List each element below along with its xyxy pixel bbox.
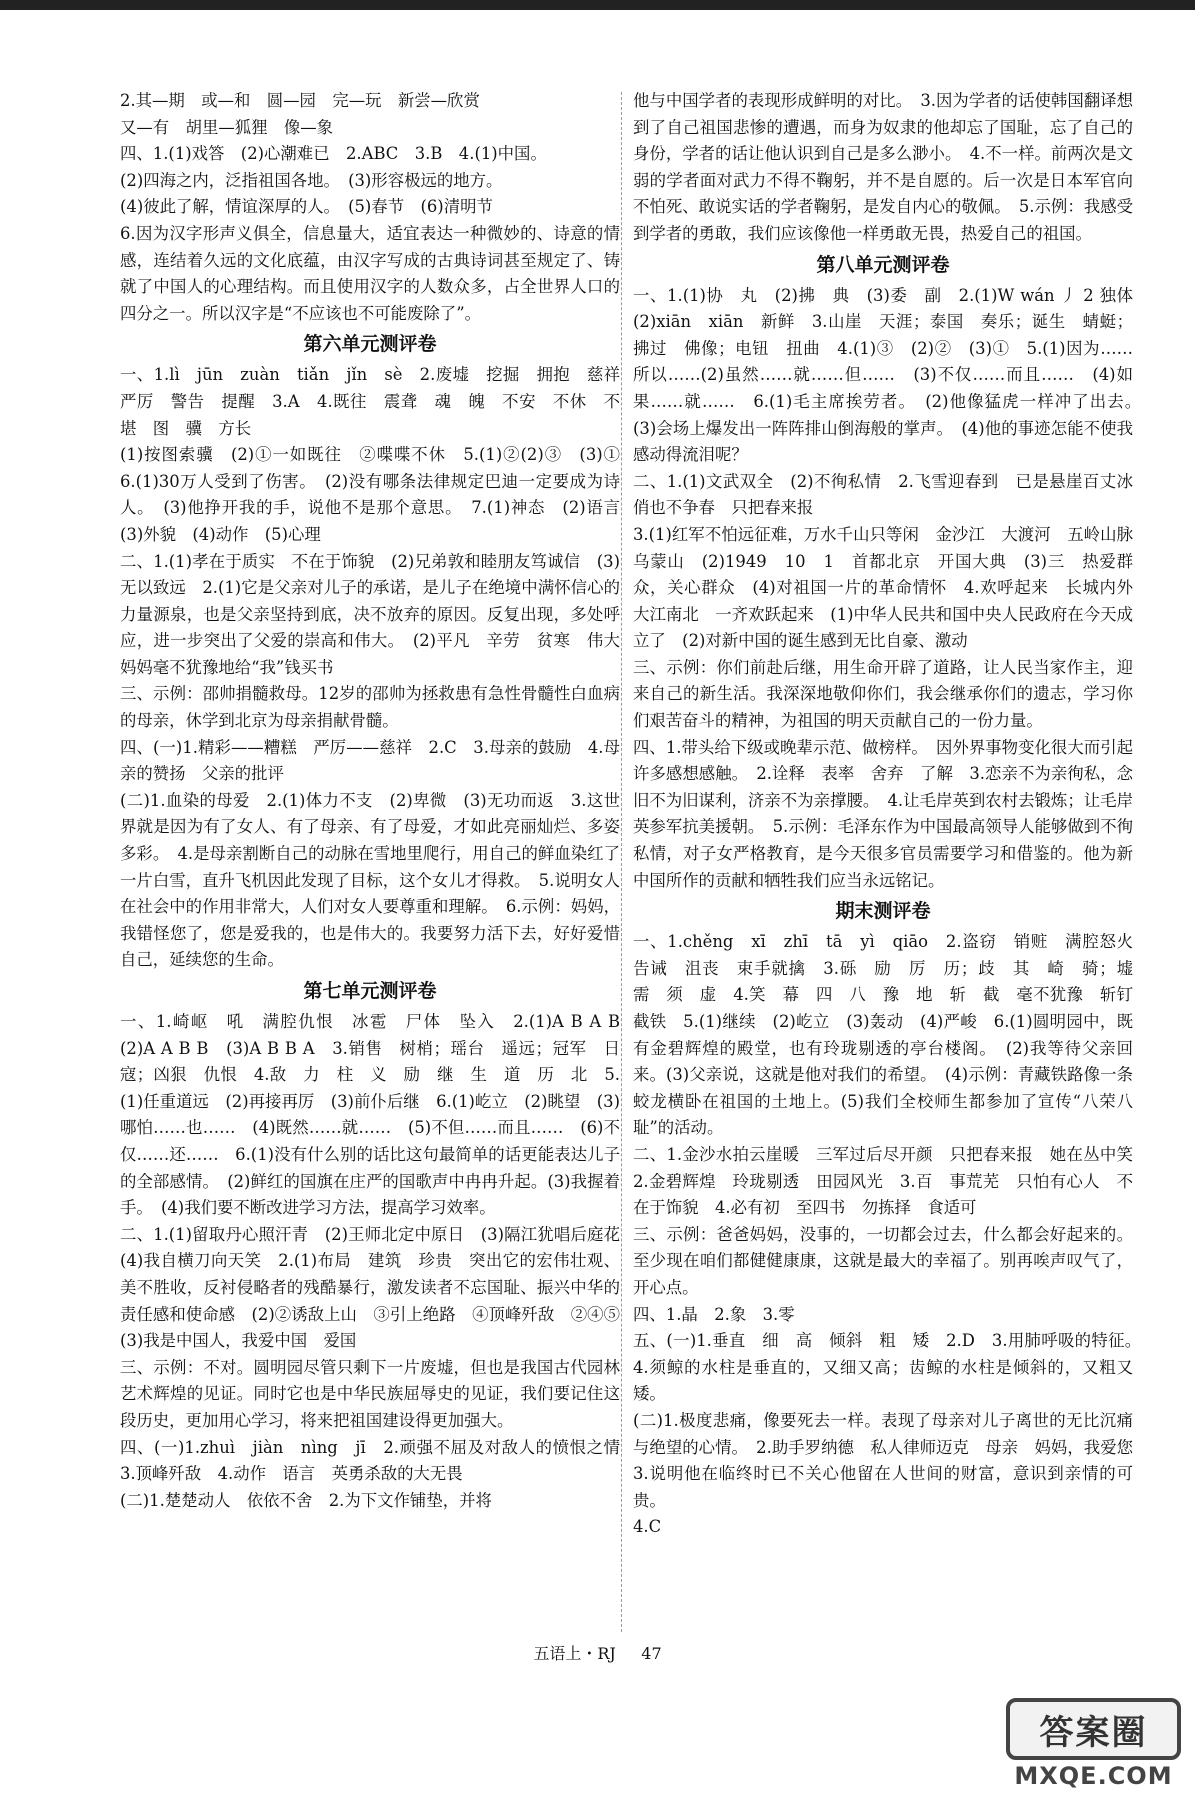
unit8-heading: 第八单元测评卷 xyxy=(816,253,950,276)
page-number: 47 xyxy=(641,1644,662,1663)
answer-paragraph: 四、(一)1.精彩——糟糕 严厉——慈祥 2.C 3.母亲的鼓励 4.母亲的赞扬 父亲的批评 xyxy=(120,737,620,784)
answer-paragraph: 三、示例：邵帅捐髓救母。12岁的邵帅为拯救患有急性骨髓性白血病的母亲，休学到北京为母亲捐献骨髓。 xyxy=(120,684,620,731)
answer-paragraph: 三、示例：不对。圆明园尽管只剩下一片废墟，但也是我国古代园林艺术辉煌的见证。同时它也是中华民族屈辱史的见证，我们要记住这段历史，更加用心学习，将来把祖国建设得更加强大。 xyxy=(120,1357,620,1430)
answer-paragraph: 2.其—期 或—和 圆—园 完—玩 新尝—欣赏 xyxy=(120,91,480,110)
column-divider xyxy=(621,92,622,1632)
left-top-block xyxy=(120,88,620,327)
unit6-heading: 第六单元测评卷 xyxy=(303,333,437,356)
answer-paragraph: 三、示例：爸爸妈妈，没事的，一切都会过去，什么都会好起来的。至少现在咱们都健健康康，这就是最大的幸福了。别再唉声叹气了，开心点。 xyxy=(633,1224,1133,1297)
footer-subject: 五语上・RJ xyxy=(533,1644,616,1663)
answer-paragraph: 6.因为汉字形声义俱全，信息量大，适宜表达一种微妙的、诗意的情感，连结着久远的文化底蕴，由汉字写成的古典诗词甚至规定了、铸就了中国人的心理结构。而且使用汉字的人数众多，占全世界人口的四分之一。所以汉字是“不应该也不可能废除了”。 xyxy=(120,223,620,323)
answer-paragraph: 又—有 胡里—狐狸 像—象 xyxy=(120,117,334,137)
right-column xyxy=(633,88,1150,1541)
answer-paragraph: 二、1.金沙水拍云崖暖 三军过后尽开颜 只把春来报 她在丛中笑 2.金碧辉煌 玲珑剔透 田园风光 3.百 事荒芜 只怕有心人 不在于饰貌 4.必有初 至四书 勿拣择 食适可 xyxy=(633,1144,1150,1218)
top-border xyxy=(0,0,1195,10)
answer-paragraph: 3.(1)红军不怕远征难，万水千山只等闲 金沙江 大渡河 五岭山脉 乌蒙山 (2)1949 10 1 首都北京 开国大典 (3)三 热爱群众，关心群众 (4)对祖国一片的革命情怀 4.欢呼起来 长城内外 大江南北 一齐欢跃起来 (1)中华人民共和国中央人民政府在今天成立了 (2)对新中国的诞生感到无比自豪、激动 xyxy=(633,524,1150,651)
watermark-logo xyxy=(1006,1698,1181,1790)
final-exam-heading: 期末测评卷 xyxy=(835,900,931,923)
answer-paragraph: (1)按图索骥 (2)①一如既往 ②喋喋不休 5.(1)②(2)③ (3)① 6.(1)30万人受到了伤害。 (2)没有哪条法律规定巴迪一定要成为诗人。 (3)他挣开我的手，说他不是那个意思。 7.(1)神态 (2)语言(3)外貌 (4)动作 (5)心理 xyxy=(120,445,637,544)
answer-paragraph: 四、1.晶 2.象 3.零 xyxy=(633,1304,795,1324)
answer-paragraph: 五、(一)1.垂直 细 高 倾斜 粗 矮 2.D 3.用肺呼吸的特征。 4.须鲸的水柱是垂直的，又细又高；齿鲸的水柱是倾斜的，又粗又矮。 xyxy=(633,1331,1150,1404)
unit7-answers xyxy=(120,1009,637,1514)
answer-paragraph: 一、1.chěng xī zhī tā yì qiāo 2.盗窃 销赃 满腔怒火 告诫 沮丧 束手就擒 3.砾 励 厉 历；歧 其 崎 骑；墟 需 须 虚 4.笑 幕 四 八 豫 地 斩 截 毫不犹豫 斩钉截铁 5.(1)继续 (2)屹立 (3)轰动 (4)严峻 6.(1)圆明园中，既有金碧辉煌的殿堂，也有玲珑剔透的亭台楼阁。 (2)我等待父亲回来。(3)父亲说，这就是他对我们的希望。 (4)示例：青藏铁路像一条蛟龙横卧在祖国的土地上。(5)我们全校师生都参加了宣传“八荣八耻”的活动。 xyxy=(633,932,1150,1138)
right-top-block xyxy=(633,88,1133,248)
answer-paragraph: 二、1.(1)文武双全 (2)不徇私情 2.飞雪迎春到 已是悬崖百丈冰 俏也不争春 只把春来报 xyxy=(633,471,1150,518)
final-exam-answers xyxy=(633,929,1150,1541)
answer-paragraph: 四、1.带头给下级或晚辈示范、做榜样。 因外界事物变化很大而引起许多感想感触。 2.诠释 表率 舍弃 了解 3.恋亲不为亲徇私，念旧不为旧谋利，济亲不为亲撑腰。 4.让毛岸英到农村去锻炼；让毛岸英参军抗美援朝。 5.示例：毛泽东作为中国最高领导人能够做到不徇私情，对子女严格教育，是今天很多官员需要学习和借鉴的。他为新中国所作的贡献和牺牲我们应当永远铭记。 xyxy=(633,737,1133,890)
unit7-heading: 第七单元测评卷 xyxy=(303,980,437,1002)
left-column xyxy=(120,88,637,1514)
answer-paragraph: 二、1.(1)留取丹心照汗青 (2)王师北定中原日 (3)隔江犹唱后庭花 (4)我自横刀向天笑 2.(1)布局 建筑 珍贵 突出它的宏伟壮观、美不胜收，反衬侵略者的残酷暴行，激发读者不忘国耻、振兴中华的责任感和使命感 (2)②诱敌上山 ③引上绝路 ④顶峰歼敌 ②④⑤ (3)我是中国人，我爱中国 爱国 xyxy=(120,1224,637,1351)
answer-paragraph: 四、(一)1.zhuì jiàn nìng jī 2.顽强不屈及对敌人的愤恨之情 3.顶峰歼敌 4.动作 语言 英勇杀敌的大无畏 xyxy=(120,1437,637,1484)
answer-paragraph: (二)1.血染的母爱 2.(1)体力不支 (2)卑微 (3)无功而返 3.这世界就是因为有了女人、有了母亲、有了母爱，才如此亮丽灿烂、多姿多彩。 4.是母亲割断自己的动脉在雪地里爬行，用自己的鲜血染红了一片白雪，直升飞机因此发现了目标，这个女儿才得救。 5.说明女人在社会中的作用非常大，人们对女人要尊重和理解。 6.示例：妈妈，我错怪您了，您是爱我的，也是伟大的。我要努力活下去，好好爱惜自己，延续您的生命。 xyxy=(120,790,620,970)
unit8-answers xyxy=(633,283,1150,895)
unit6-answers xyxy=(120,362,637,974)
answer-paragraph: (2)四海之内，泛指祖国各地。 (3)形容极远的地方。 xyxy=(120,170,503,190)
answer-paragraph: 他与中国学者的表现形成鲜明的对比。 3.因为学者的话使韩国翻译想到了自己祖国悲惨的遭遇，而身为奴隶的他却忘了国耻，忘了自己的身份，学者的话让他认识到自己是多么渺小。 4.不一样。前两次是文弱的学者面对武力不得不鞠躬，并不是自愿的。后一次是日本军官向不怕死、敢说实话的学者鞠躬，是发自内心的敬佩。 5.示例：我感受到学者的勇敢，我们应该像他一样勇敢无畏，热爱自己的祖国。 xyxy=(633,91,1133,243)
answer-paragraph: 二、1.(1)孝在于质实 不在于饰貌 (2)兄弟敦和睦朋友笃诚信 (3)无以致远 2.(1)它是父亲对儿子的承诺，是儿子在绝境中满怀信心的力量源泉，也是父亲坚持到底，决不放弃的原因。反复出现，多处呼应，进一步突出了父爱的崇高和伟大。 (2)平凡 辛劳 贫寒 伟大 妈妈毫不犹豫地给“我”钱买书 xyxy=(120,551,637,677)
answer-paragraph: (二)1.楚楚动人 依依不舍 2.为下文作铺垫，并将 xyxy=(120,1490,492,1510)
watermark-logo-text: 答案圈 xyxy=(1006,1698,1181,1760)
watermark-site: MXQE.COM xyxy=(1014,1762,1173,1790)
answer-paragraph: 一、1.(1)协 丸 (2)拂 典 (3)委 副 2.(1)W wán 丿 2 独体 (2)xiān xiān 新鲜 3.山崖 天涯；泰国 奏乐；诞生 蜻蜓；拂过 佛像；电钮 扭曲 4.(1)③ (2)② (3)① 5.(1)因为……所以……(2)虽然……就……但…… (3)不仅……而且…… (4)如果……就…… 6.(1)毛主席挨劳者。 (2)他像猛虎一样冲了出去。 (3)会场上爆发出一阵阵排山倒海般的掌声。 (4)他的事迹怎能不使我感动得流泪呢？ xyxy=(633,285,1150,465)
answer-paragraph: 4.C xyxy=(633,1517,662,1537)
answer-paragraph: (4)彼此了解，情谊深厚的人。 (5)春节 (6)清明节 xyxy=(120,197,493,217)
answer-paragraph: (二)1.极度悲痛，像要死去一样。表现了母亲对儿子离世的无比沉痛与绝望的心情。 2.助手罗纳德 私人律师迈克 母亲 妈妈，我爱您 3.说明他在临终时已不关心他留在人世间的财富，意识到亲情的可贵。 xyxy=(633,1410,1150,1510)
page-footer xyxy=(0,1641,1195,1664)
answer-paragraph: 一、1.lì jūn zuàn tiǎn jǐn sè 2.废墟 挖掘 拥抱 慈祥 严厉 警告 提醒 3.A 4.既往 震聋 魂 魄 不安 不休 不堪 图 骥 方长 xyxy=(120,365,637,438)
answer-paragraph: 四、1.(1)戏答 (2)心潮难已 2.ABC 3.B 4.(1)中国。 xyxy=(120,144,547,164)
answer-paragraph: 三、示例：你们前赴后继，用生命开辟了道路，让人民当家作主，迎来自己的新生活。我深深地敬仰你们，我会继承你们的遗志，学习你们艰苦奋斗的精神，为祖国的明天贡献自己的一份力量。 xyxy=(633,657,1133,731)
answer-paragraph: 一、1.崎岖 吼 满腔仇恨 冰雹 尸体 坠入 2.(1)A B A B (2)A A B B (3)A B B A 3.销售 树梢；瑶台 遥远；冠军 日寇；凶狠 仇恨 4.敌 力 柱 义 励 继 生 道 历 北 5.(1)任重道远 (2)再接再厉 (3)前仆后继 6.(1)屹立 (2)眺望 (3)哪怕……也…… (4)既然……就…… (5)不但……而且…… (6)不仅……还…… 6.(1)没有什么别的话比这句最简单的话更能表达儿子的全部感情。 (2)鲜红的国旗在庄严的国歌声中冉冉升起。(3)我握着手。 (4)我们要不断改进学习方法，提高学习效率。 xyxy=(120,1012,637,1218)
